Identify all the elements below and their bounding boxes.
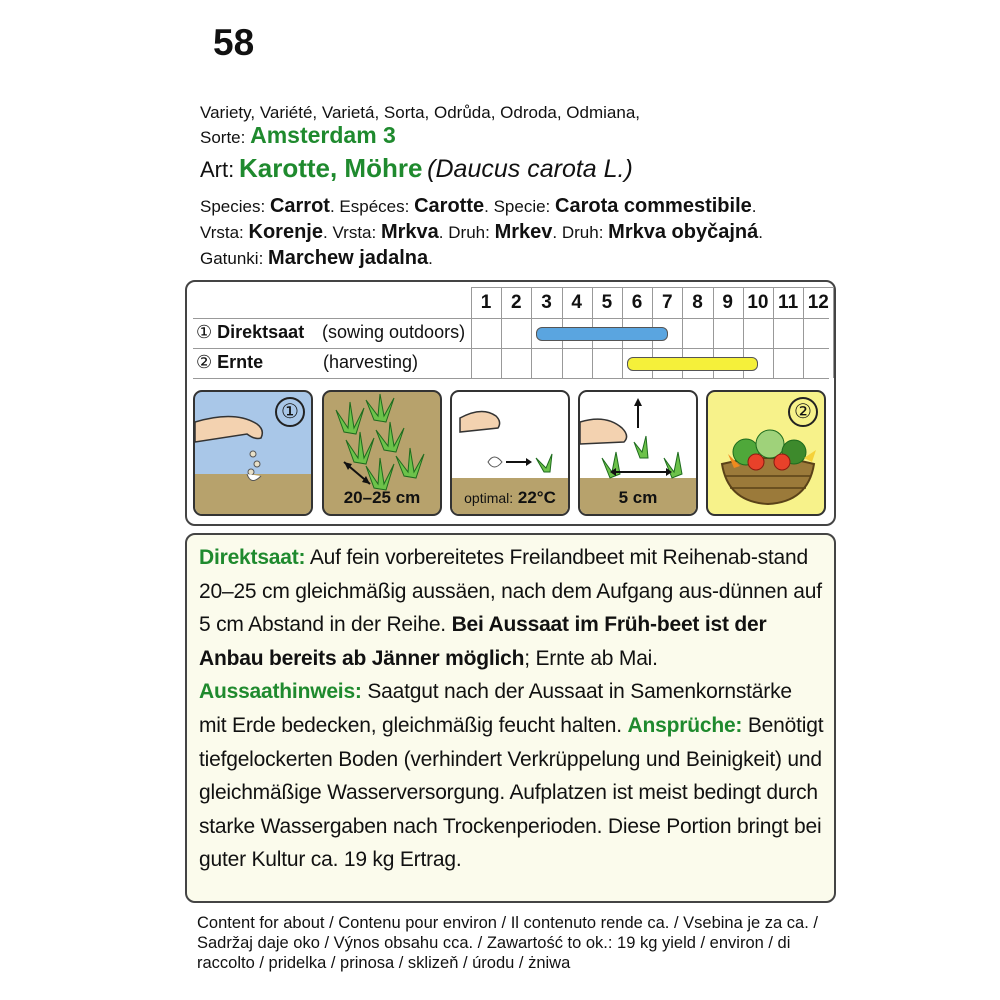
tile-row-spacing	[322, 390, 442, 516]
species-value-it: Carota commestibile	[555, 195, 752, 217]
art-latin: (Daucus carota L.)	[427, 155, 633, 183]
aussaathinweis-heading: Aussaathinweis:	[199, 680, 362, 704]
species-label-it: Specie:	[493, 197, 551, 216]
vrsta-label-hr: Vrsta:	[332, 223, 377, 242]
month-header: 6	[631, 292, 643, 313]
month-header: 12	[807, 292, 829, 313]
variety-line: Variety, Variété, Varietá, Sorta, Odrůda, Odroda, Odmiana,	[200, 103, 641, 122]
vrsta-value-hr: Mrkva	[380, 221, 439, 243]
species-value-en: Carrot	[269, 195, 330, 217]
druh-label-cz: Druh:	[448, 223, 490, 242]
germination-prefix: optimal:	[464, 490, 514, 506]
calendar-gridline	[193, 378, 829, 379]
step-badge-harvest: ②	[788, 397, 818, 427]
page-number: 58	[213, 22, 255, 63]
sorte-value: Amsterdam 3	[250, 122, 396, 148]
month-header: 3	[541, 292, 552, 313]
month-header: 7	[661, 292, 673, 313]
ansprueche-heading: Ansprüche:	[627, 713, 743, 737]
instructions-text	[199, 541, 824, 877]
month-header: 4	[571, 292, 582, 313]
art-label: Art:	[200, 157, 235, 182]
druh-label-sk: Druh:	[561, 223, 604, 242]
gatunki-label: Gatunki:	[200, 249, 264, 268]
tile-thinning	[578, 390, 698, 516]
direktsaat-bold: Bei Aussaat im Früh-beet ist der Anbau bereits ab Jänner möglich	[199, 613, 767, 670]
month-header: 9	[722, 292, 733, 313]
species-label-en: Species:	[200, 197, 266, 216]
species-value-fr: Carotte	[414, 195, 485, 217]
direktsaat-heading: Direktsaat:	[199, 546, 306, 569]
vrsta-label-sl: Vrsta:	[200, 223, 244, 242]
vrsta-line: Vrsta: Korenje. Vrsta: Mrkva. Druh: Mrkev. Druh: Mrkva obyčajná.	[200, 221, 763, 243]
aussaathinweis-text: Saatgut nach der Aussaat in Samenkornstärke mit Erde bedecken, gleichmäßig feucht halten.	[199, 680, 792, 737]
art-value: Karotte, Möhre	[238, 153, 423, 183]
row-number: ②	[196, 352, 218, 372]
row-translation: (sowing outdoors)	[322, 322, 466, 342]
vrsta-value-sl: Korenje	[248, 221, 323, 243]
sorte-label: Sorte:	[200, 128, 246, 147]
row-spacing-caption: 20–25 cm	[343, 488, 421, 507]
gatunki-value: Marchew jadalna	[268, 247, 429, 269]
row-activity: Ernte	[217, 352, 264, 372]
germination-caption	[452, 488, 568, 508]
germination-temp: 22°C	[517, 488, 556, 507]
month-header: 10	[747, 292, 769, 313]
calendar-row-label	[196, 348, 419, 377]
instructions-box	[185, 533, 836, 903]
calendar-row-label	[196, 318, 466, 347]
species-label-fr: Espéces:	[339, 197, 410, 216]
druh-value-cz: Mrkev	[494, 221, 553, 243]
calendar-gridline	[193, 348, 829, 349]
tile-sowing	[193, 390, 313, 516]
calendar-column-line	[833, 287, 834, 378]
calendar-bar	[627, 357, 759, 371]
step-badge-sowing: ①	[275, 397, 305, 427]
tile-germination	[450, 390, 570, 516]
footer-content-note: Content for about / Contenu pour environ / Il contenuto rende ca. / Vsebina je za ca. / Sadržaj daje oko / Výnos obsahu cca. / Zawartość to ok.: 19 kg yield / environ / di raccolto / pridelka / prinosa / sklizeň / úrodu / żniwa	[197, 914, 818, 972]
direktsaat-text: Auf fein vorbereitetes Freilandbeet mit Reihenab-stand 20–25 cm gleichmäßig aussäen, nach dem Aufgang aus-dünnen auf 5 cm Abstand in der Reihe.	[199, 546, 822, 637]
row-number: ①	[196, 322, 218, 342]
month-header: 5	[601, 292, 613, 313]
row-translation: (harvesting)	[323, 352, 419, 372]
month-header: 2	[510, 292, 522, 313]
month-header: 8	[692, 292, 703, 313]
sorte-line	[200, 122, 396, 148]
tile-harvest	[706, 390, 826, 516]
direktsaat-text-end: ; Ernte ab Mai.	[524, 646, 658, 670]
calendar-bar	[536, 327, 668, 341]
thinning-caption: 5 cm	[618, 488, 658, 507]
row-activity: Direktsaat	[217, 322, 305, 342]
art-line	[200, 153, 633, 183]
druh-value-sk: Mrkva obyčajná	[608, 221, 759, 243]
ansprueche-text: Benötigt tiefgelockerten Boden (verhindert Verkrüppelung und Beinigkeit) und gleichmäßige Wasserversorgung. Aufplatzen ist meist bedingt durch starke Wassergaben nach Trockenperioden. Diese Portion bringt bei guter Kultur ca. 19 kg Ertrag.	[199, 713, 824, 872]
species-line: Species: Carrot. Espéces: Carotte. Specie: Carota commestibile.	[200, 195, 757, 217]
month-header: 11	[778, 292, 799, 313]
month-header: 1	[480, 292, 492, 313]
gatunki-line: Gatunki: Marchew jadalna.	[200, 247, 433, 269]
